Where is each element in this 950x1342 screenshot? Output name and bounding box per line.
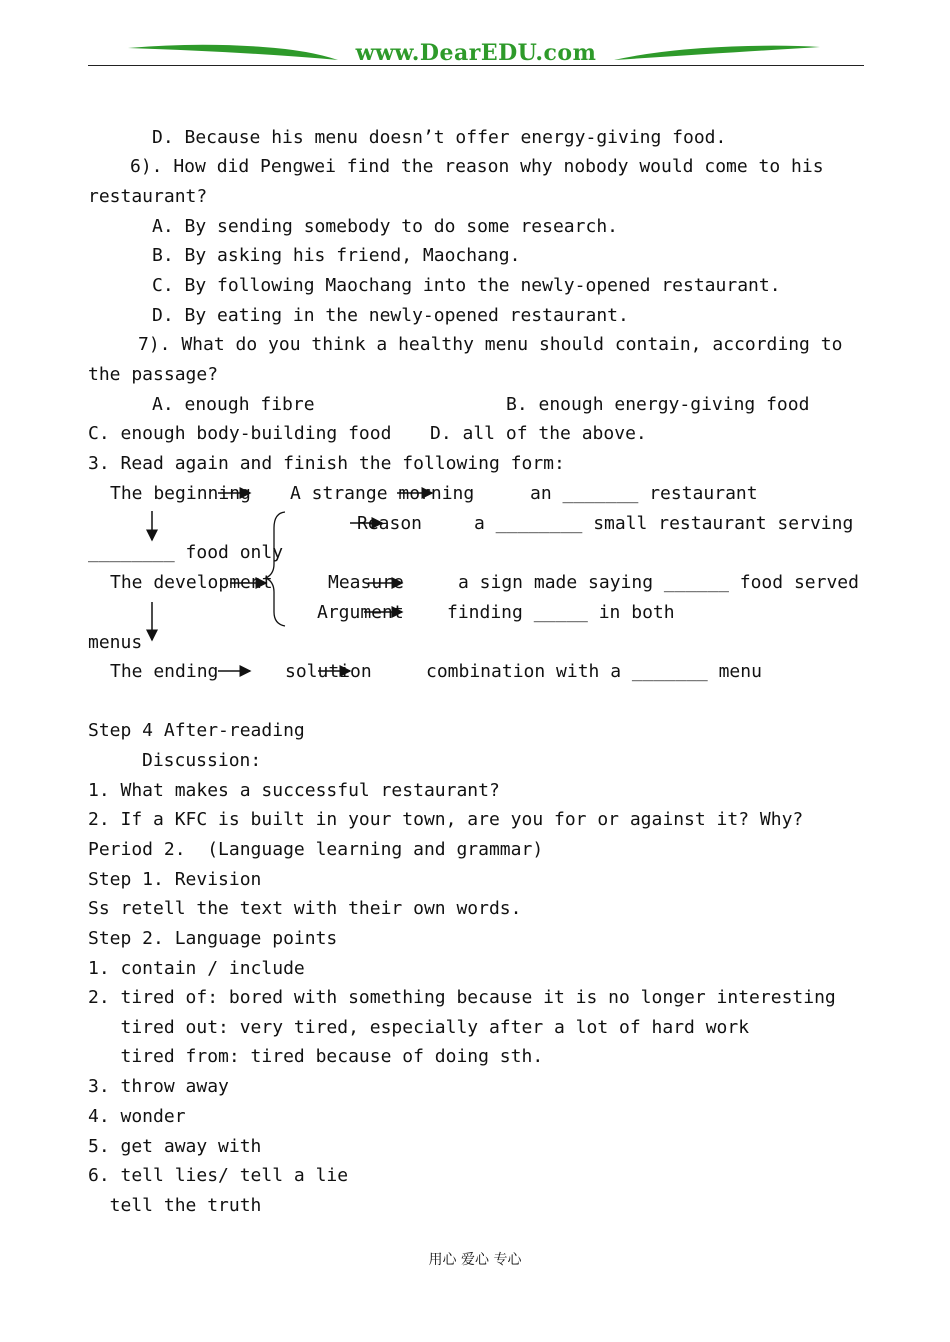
step1-text: Ss retell the text with their own words. — [88, 898, 522, 919]
form-development-label: The development — [110, 572, 273, 593]
form-reason-label: Reason — [357, 513, 423, 534]
form-reason-answer-cont: ________ food only — [88, 542, 284, 563]
q6-option-b: B. By asking his friend, Maochang. — [152, 245, 521, 266]
language-point: tired from: tired because of doing sth. — [88, 1046, 544, 1067]
q6-option-d: D. By eating in the newly-opened restaurant. — [152, 305, 629, 326]
q5-option-d: D. Because his menu doesn’t offer energy-giving food. — [152, 127, 727, 148]
q6-stem-cont: restaurant? — [88, 186, 208, 207]
form-measure-label: Measure — [328, 572, 404, 593]
form-solution-label: solution — [285, 661, 372, 682]
task3-heading: 3. Read again and finish the following form: — [88, 453, 565, 474]
form-argument-label: Argument — [317, 602, 404, 623]
q6-option-c: C. By following Maochang into the newly-opened restaurant. — [152, 275, 781, 296]
language-point: 3. throw away — [88, 1076, 229, 1097]
form-reason-answer: a ________ small restaurant serving — [474, 513, 854, 534]
form-argument-answer-cont: menus — [88, 632, 143, 653]
language-point: 5. get away with — [88, 1136, 262, 1157]
discussion-heading: Discussion: — [142, 750, 262, 771]
discussion-q2: 2. If a KFC is built in your town, are you for or against it? Why? — [88, 809, 804, 830]
step2-heading: Step 2. Language points — [88, 928, 338, 949]
q6-option-a: A. By sending somebody to do some research. — [152, 216, 618, 237]
form-ending-label: The ending — [110, 661, 219, 682]
language-point: 4. wonder — [88, 1106, 186, 1127]
q7-option-d: D. all of the above. — [430, 423, 647, 444]
page-footer: 用心 爱心 专心 — [428, 1252, 522, 1268]
q7-stem-cont: the passage? — [88, 364, 219, 385]
language-point: 2. tired of: bored with something because it is no longer interesting — [88, 987, 836, 1008]
form-measure-answer: a sign made saying ______ food served — [458, 572, 859, 593]
q7-option-a: A. enough fibre — [152, 394, 315, 415]
form-beginning-answer: an _______ restaurant — [530, 483, 758, 504]
language-point: tired out: very tired, especially after a lot of hard work — [88, 1017, 750, 1038]
form-beginning-label: The beginning — [110, 483, 251, 504]
language-point: 1. contain / include — [88, 958, 305, 979]
discussion-q1: 1. What makes a successful restaurant? — [88, 780, 500, 801]
language-point: tell the truth — [88, 1195, 262, 1216]
q7-option-b: B. enough energy-giving food — [506, 394, 810, 415]
site-logo[interactable]: www.DearEDU.com — [355, 40, 597, 66]
form-beginning-item: A strange morning — [290, 483, 475, 504]
form-argument-answer: finding _____ in both — [447, 602, 675, 623]
q7-option-c: C. enough body-building food — [88, 423, 392, 444]
step1-heading: Step 1. Revision — [88, 869, 262, 890]
q7-stem: 7). What do you think a healthy menu should contain, according to — [138, 334, 843, 355]
language-point: 6. tell lies/ tell a lie — [88, 1165, 349, 1186]
brace-icon — [266, 512, 285, 626]
period2-heading: Period 2. (Language learning and grammar) — [88, 839, 544, 860]
step4-heading: Step 4 After-reading — [88, 720, 305, 741]
q6-stem: 6). How did Pengwei find the reason why nobody would come to his — [130, 156, 824, 177]
form-ending-answer: combination with a _______ menu — [426, 661, 762, 682]
